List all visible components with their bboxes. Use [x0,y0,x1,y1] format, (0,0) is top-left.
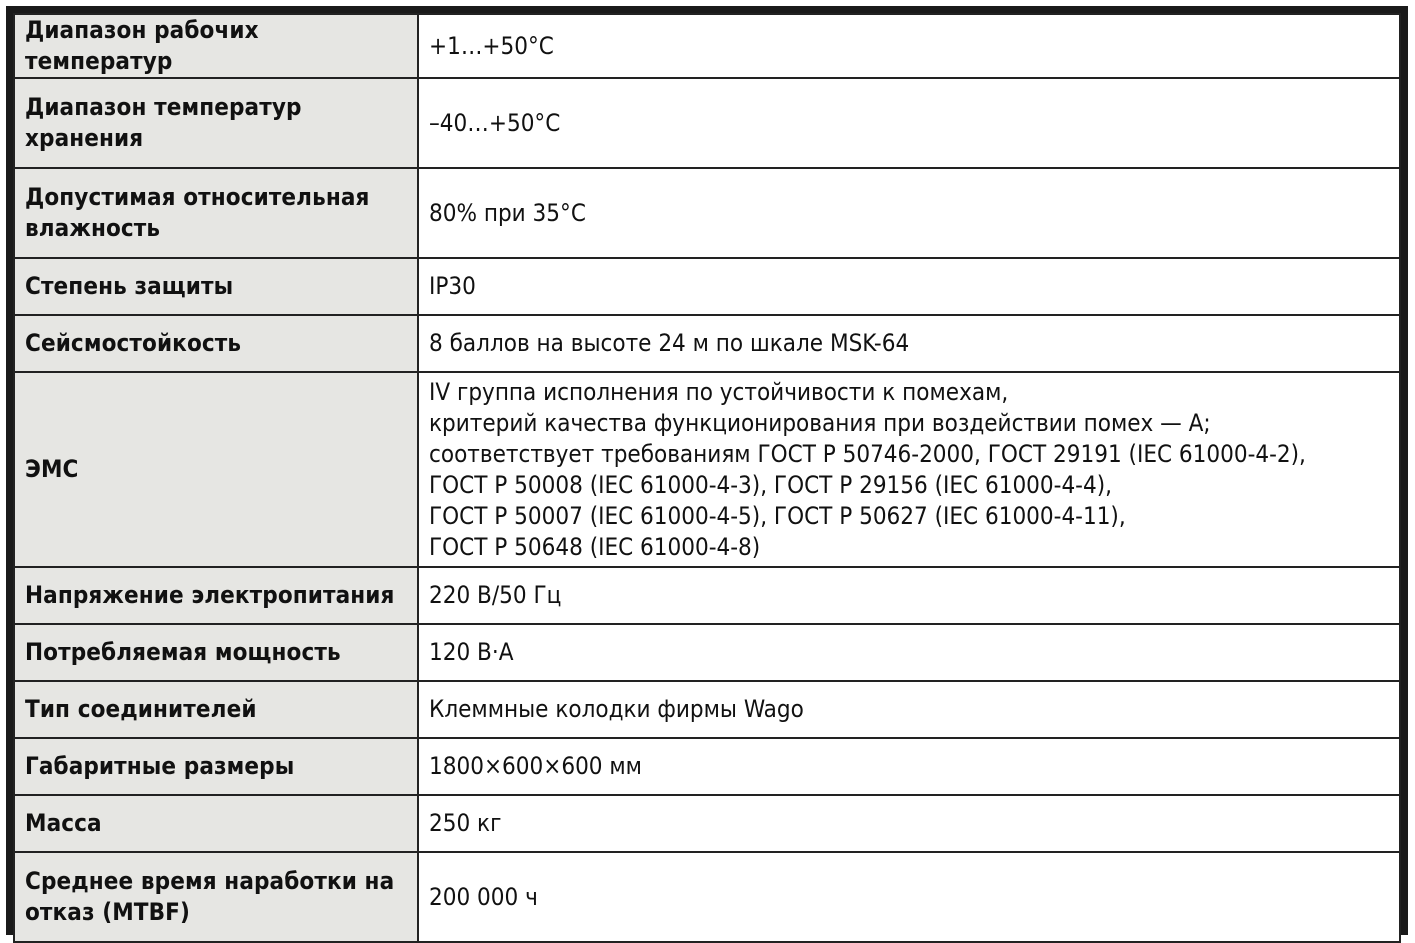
spec-value [418,567,1400,624]
table-row [14,258,1400,315]
spec-value-line: 1800×600×600 мм [429,752,642,780]
table-row [14,168,1400,258]
spec-label: Масса [14,795,418,852]
spec-label: Степень защиты [14,258,418,315]
spec-label: Среднее время наработки на отказ (MTBF) [14,852,418,942]
table-row [14,738,1400,795]
spec-table-body [14,14,1400,942]
spec-value [418,795,1400,852]
spec-label: Диапазон температур хранения [14,78,418,168]
spec-label: Тип соединителей [14,681,418,738]
spec-value-line: 250 кг [429,809,502,837]
spec-value-line: –40…+50°C [429,108,561,137]
spec-value-line: 200 000 ч [429,882,538,911]
spec-value-line: ГОСТ Р 50007 (IEC 61000-4-5), ГОСТ Р 50627 (IEC 61000-4-11), [429,501,1126,530]
spec-label: Габаритные размеры [14,738,418,795]
spec-value-line: 120 В·А [429,638,514,666]
spec-value-line: Клеммные колодки фирмы Wago [429,695,804,723]
spec-label: ЭМС [14,372,418,567]
spec-value [418,738,1400,795]
spec-value [418,168,1400,258]
spec-value-line: +1…+50°C [429,31,554,60]
spec-value-line: ГОСТ Р 50008 (IEC 61000-4-3), ГОСТ Р 29156 (IEC 61000-4-4), [429,470,1112,499]
spec-label: Потребляемая мощность [14,624,418,681]
table-row [14,681,1400,738]
table-row [14,852,1400,942]
spec-value [418,78,1400,168]
spec-value-line: IP30 [429,272,476,300]
table-row [14,78,1400,168]
spec-value [418,681,1400,738]
spec-label: Сейсмостойкость [14,315,418,372]
table-row [14,795,1400,852]
spec-value [418,14,1400,78]
spec-value-line: критерий качества функционирования при воздействии помех — А; [429,408,1211,437]
spec-value-line: соответствует требованиям ГОСТ Р 50746-2000, ГОСТ 29191 (IEC 61000-4-2), [429,439,1306,468]
spec-value-line: 220 В/50 Гц [429,581,562,609]
spec-value [418,624,1400,681]
spec-table [13,13,1401,943]
spec-table-frame [6,6,1408,935]
spec-label: Допустимая относительная влажность [14,168,418,258]
table-row [14,624,1400,681]
table-row [14,14,1400,78]
spec-value-line: ГОСТ Р 50648 (IEC 61000-4-8) [429,532,761,561]
spec-value [418,315,1400,372]
spec-value-line: IV группа исполнения по устойчивости к помехам, [429,377,1009,406]
spec-value [418,258,1400,315]
spec-value-line: 8 баллов на высоте 24 м по шкале MSK-64 [429,329,910,357]
spec-value [418,372,1400,567]
spec-value [418,852,1400,942]
table-row [14,567,1400,624]
spec-label: Диапазон рабочих температур [14,14,418,78]
table-row [14,372,1400,567]
spec-label: Напряжение электропитания [14,567,418,624]
table-row [14,315,1400,372]
spec-value-line: 80% при 35°C [429,198,586,227]
